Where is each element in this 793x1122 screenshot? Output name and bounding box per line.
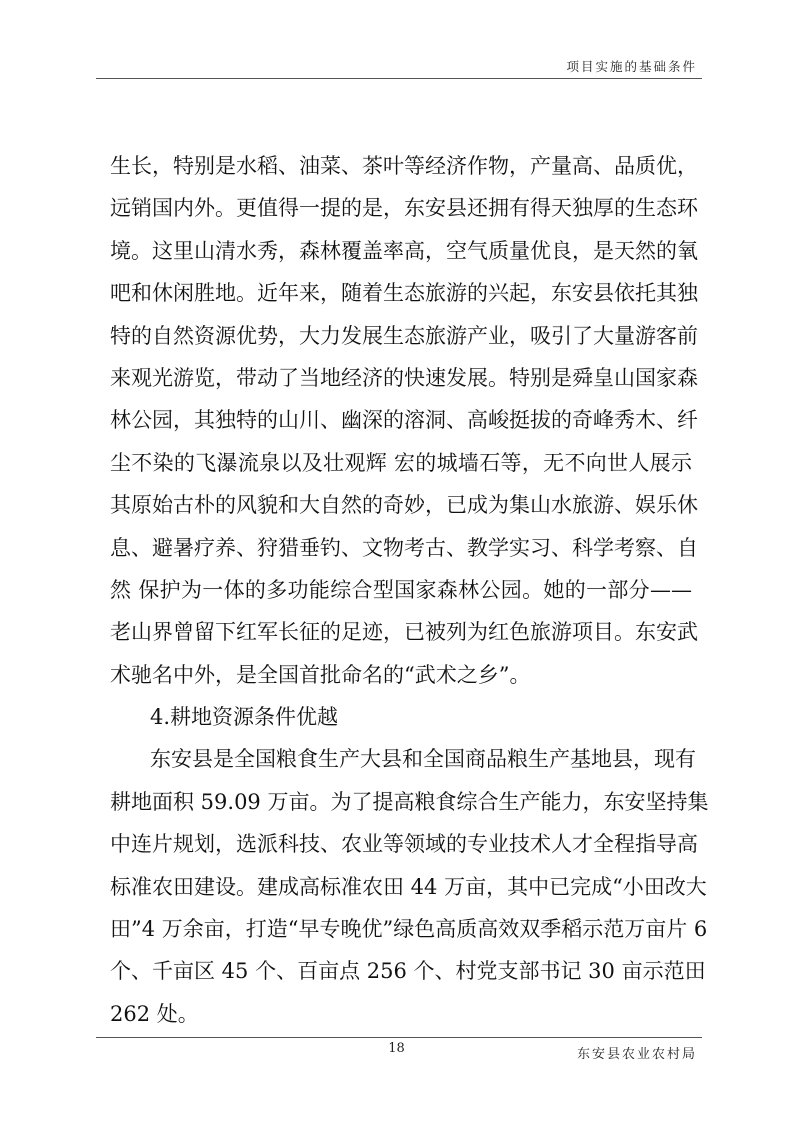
paragraph-line: 标准农田建设。建成高标准农田 44 万亩，其中已完成“小田改大 — [110, 874, 707, 899]
paragraph-line: 尘不染的飞瀑流泉以及壮观辉 宏的城墙石等，无不向世人展示 — [110, 450, 692, 475]
paragraph-line: 林公园，其独特的山川、幽深的溶洞、高峻挺拔的奇峰秀木、纤 — [110, 408, 698, 433]
page-number: 18 — [388, 1041, 405, 1056]
paragraph-line: 262 处。 — [110, 1001, 199, 1026]
paragraph-line: 来观光游览，带动了当地经济的快速发展。特别是舜皇山国家森 — [110, 365, 698, 390]
paragraph-line: 境。这里山清水秀，森林覆盖率高，空气质量优良，是天然的氧 — [110, 238, 698, 263]
paragraph-line: 东安县是全国粮食生产大县和全国商品粮生产基地县，现有 — [150, 747, 696, 772]
paragraph-line: 田”4 万余亩，打造“早专晚优”绿色高质高效双季稻示范万亩片 6 — [110, 917, 708, 942]
paragraph-line: 中连片规划，选派科技、农业等领域的专业技术人才全程指导高 — [110, 832, 698, 857]
footer-rule — [96, 1037, 702, 1038]
paragraph-line: 生长，特别是水稻、油菜、茶叶等经济作物，产量高、品质优， — [110, 154, 698, 178]
paragraph-line: 老山界曾留下红军长征的足迹，已被列为红色旅游项目。东安武 — [110, 620, 698, 645]
header-rule — [96, 78, 702, 79]
paragraph-line: 特的自然资源优势，大力发展生态旅游产业，吸引了大量游客前 — [110, 323, 698, 348]
paragraph-line: 息、避暑疗养、狩猎垂钓、文物考古、教学实习、科学考察、自 — [110, 535, 698, 560]
footer-organization: 东安县农业农村局 — [576, 1047, 697, 1062]
paragraph-line: 其原始古朴的风貌和大自然的奇妙，已成为集山水旅游、娱乐休 — [110, 493, 698, 518]
body-text — [110, 145, 709, 1035]
paragraph-line: 个、千亩区 45 个、百亩点 256 个、村党支部书记 30 亩示范田 — [110, 959, 706, 984]
running-header-title: 项目实施的基础条件 — [566, 59, 697, 74]
paragraph-line: 吧和休闲胜地。近年来，随着生态旅游的兴起，东安县依托其独 — [110, 281, 698, 306]
paragraph-line: 然 保护为一体的多功能综合型国家森林公园。她的一部分—— — [110, 577, 692, 602]
paragraph-line: 耕地面积 59.09 万亩。为了提高粮食综合生产能力，东安坚持集 — [110, 789, 709, 814]
paragraph-line: 术驰名中外，是全国首批命名的“武术之乡”。 — [110, 662, 531, 687]
paragraph-line: 远销国内外。更值得一提的是，东安县还拥有得天独厚的生态环 — [110, 196, 698, 221]
section-heading: 4.耕地资源条件优越 — [150, 705, 339, 730]
